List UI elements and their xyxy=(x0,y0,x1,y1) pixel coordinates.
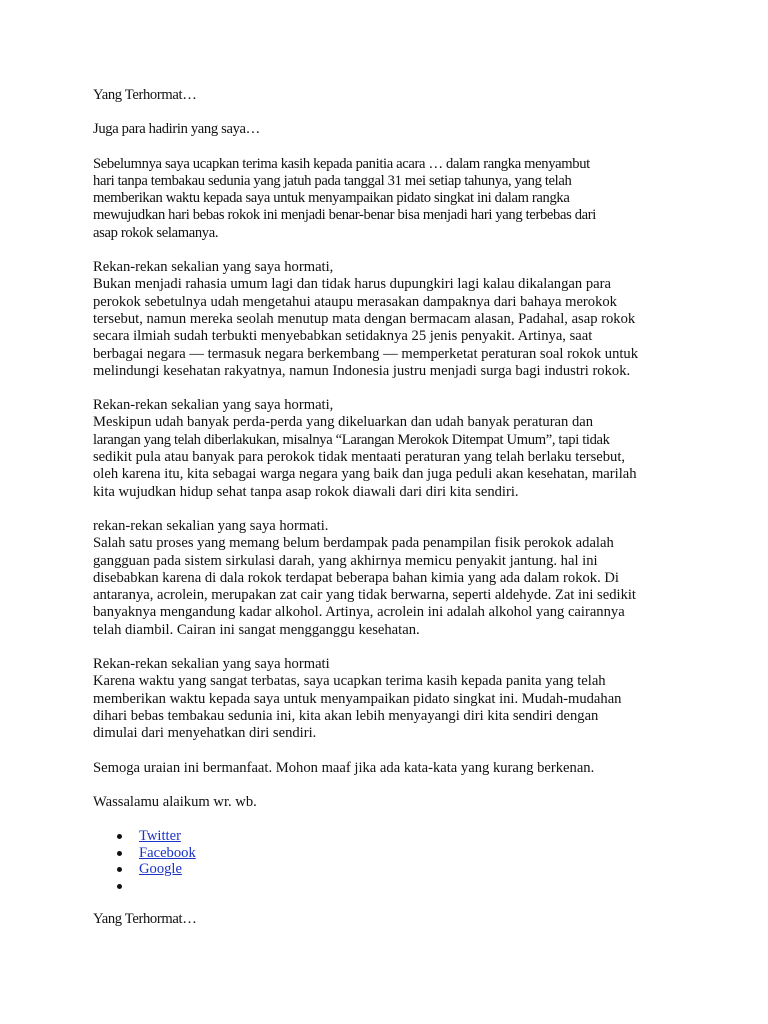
paragraph-line: Rekan-rekan sekalian yang saya hormati, xyxy=(93,397,334,414)
paragraph-3 xyxy=(93,397,683,501)
paragraph-line: Rekan-rekan sekalian yang saya hormati, xyxy=(93,259,334,276)
document-body xyxy=(93,87,683,945)
paragraph-7 xyxy=(93,794,683,811)
greeting xyxy=(93,87,683,104)
paragraph-line: berbagai negara — termasuk negara berkembang — memperketat peraturan soal rokok untuk xyxy=(93,345,639,362)
paragraph-line: oleh karena itu, kita sebagai warga negara yang baik dan juga peduli akan kesehatan, marilah xyxy=(93,466,637,483)
paragraph-line: mewujudkan hari bebas rokok ini menjadi benar-benar bisa menjadi hari yang terbebas dari xyxy=(93,207,597,224)
speech-paragraphs xyxy=(93,156,683,812)
paragraph-1 xyxy=(93,156,683,242)
paragraph-line: Karena waktu yang sangat terbatas, saya ucapkan terima kasih kepada panita yang telah xyxy=(93,673,606,690)
paragraph-line: gangguan pada sistem sirkulasi darah, yang akhirnya memicu penyakit jantung. hal ini xyxy=(93,552,598,569)
paragraph-4 xyxy=(93,518,683,639)
share-link-facebook[interactable]: Facebook xyxy=(139,844,196,861)
paragraph-line: tersebut, namun mereka seolah menutup mata dengan bermacam alasan, Padahal, asap rokok xyxy=(93,310,636,327)
share-list-item xyxy=(93,861,683,878)
paragraph-line: Salah satu proses yang memang belum berdampak pada penampilan fisik perokok adalah xyxy=(93,535,614,552)
share-link-twitter[interactable]: Twitter xyxy=(139,828,181,845)
paragraph-line: antaranya, acrolein, merupakan zat cair yang tidak berwarna, seperti aldehyde. Zat ini sedikit xyxy=(93,587,636,604)
paragraph-line: Wassalamu alaikum wr. wb. xyxy=(93,793,257,810)
paragraph-line: kita wujudkan hidup sehat tanpa asap rokok diawali dari diri kita sendiri. xyxy=(93,483,519,500)
bullet-icon xyxy=(117,867,122,872)
paragraph-6 xyxy=(93,760,683,777)
bullet-icon xyxy=(117,834,122,839)
paragraph-line: Meskipun udah banyak perda-perda yang dikeluarkan dan udah banyak peraturan dan xyxy=(93,414,594,431)
paragraph-line: Bukan menjadi rahasia umum lagi dan tidak harus dupungkiri lagi kalau dikalangan para xyxy=(93,276,611,293)
paragraph-line: telah diambil. Cairan ini sangat mengganggu kesehatan. xyxy=(93,621,420,638)
paragraph-line: dimulai dari menyehatkan diri sendiri. xyxy=(93,725,317,742)
paragraph-line: banyaknya mengandung kadar alkohol. Artinya, acrolein ini adalah alkohol yang cairannya xyxy=(93,604,625,621)
paragraph-line: melindungi kesehatan rakyatnya, namun Indonesia justru menjadi surga bagi industri rokok. xyxy=(93,362,631,379)
paragraph-line: larangan yang telah diberlakukan, misalnya “Larangan Merokok Ditempat Umum”, tapi tidak xyxy=(93,431,610,448)
paragraph-line: memberikan waktu kepada saya untuk menyampaikan pidato singkat ini. Mudah-mudahan xyxy=(93,690,622,707)
paragraph-line: secara ilmiah sudah terbukti menyebabkan setidaknya 25 jenis penyakit. Artinya, saat xyxy=(93,328,593,345)
share-list-item xyxy=(93,845,683,862)
paragraph-line: perokok sebetulnya udah mengetahui ataupu merasakan dampaknya dari bahaya merokok xyxy=(93,293,617,310)
audience-greeting xyxy=(93,121,683,138)
share-links-list xyxy=(93,828,683,894)
paragraph-line: Rekan-rekan sekalian yang saya hormati xyxy=(93,656,330,673)
footer-greeting-text: Yang Terhormat… xyxy=(93,911,197,928)
share-list-item xyxy=(93,828,683,845)
share-link-google[interactable]: Google xyxy=(139,861,182,878)
greeting-text: Yang Terhormat… xyxy=(93,87,197,103)
paragraph-line: hari tanpa tembakau sedunia yang jatuh pada tanggal 31 mei setiap tahunya, yang telah xyxy=(93,172,572,189)
paragraph-line: dihari bebas tembakau sedunia ini, kita akan lebih menyayangi diri kita sendiri dengan xyxy=(93,707,599,724)
paragraph-line: disebabkan karena di dala rokok terdapat beberapa bahan kimia yang ada dalam rokok. Di xyxy=(93,569,619,586)
paragraph-line: asap rokok selamanya. xyxy=(93,224,219,241)
paragraph-line: Sebelumnya saya ucapkan terima kasih kepada panitia acara … dalam rangka menyambut xyxy=(93,155,590,172)
bullet-icon xyxy=(117,884,122,889)
paragraph-5 xyxy=(93,656,683,742)
paragraph-line: sedikit pula atau banyak para perokok tidak mentaati peraturan yang telah berlaku tersebut, xyxy=(93,449,626,466)
share-list-item xyxy=(93,878,683,895)
paragraph-line: Semoga uraian ini bermanfaat. Mohon maaf jika ada kata-kata yang kurang berkenan. xyxy=(93,759,595,776)
audience-text: Juga para hadirin yang saya… xyxy=(93,121,260,138)
paragraph-line: memberikan waktu kepada saya untuk menyampaikan pidato singkat ini dalam rangka xyxy=(93,190,570,207)
bullet-icon xyxy=(117,851,122,856)
footer-greeting xyxy=(93,911,683,928)
paragraph-line: rekan-rekan sekalian yang saya hormati. xyxy=(93,517,329,534)
paragraph-2 xyxy=(93,259,683,380)
